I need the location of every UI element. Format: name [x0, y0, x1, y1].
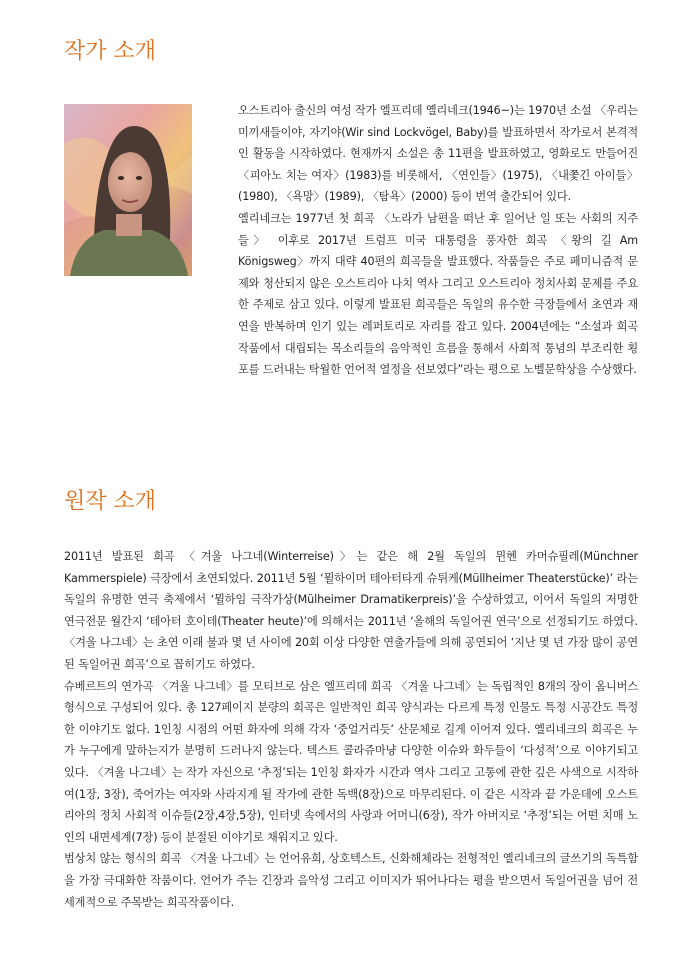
work-intro-paragraph: 범상치 않는 형식의 희곡 〈겨울 나그네〉는 언어유희, 상호텍스트, 신화해체라는 전형적인 옐리네크의 글쓰기의 독특함을 가장 극대화한 작품이다. 언어가 주는 긴장과 음악성 그리고 이미지가 뛰어나다는 평을 받으면서 독일어권을 넘어 전세계적으로 주목받는 희곡작품이다. [64, 852, 638, 909]
author-bio-paragraph: 옐리네크는 1977년 첫 희곡 〈노라가 남편을 떠난 후 일어난 일 또는 사회의 지주들〉 이후로 2017년 트럼프 미국 대통령을 풍자한 희곡 〈왕의 길 Am Königsweg〉까지 대략 40편의 희곡들을 발표했다. 작품들은 주로 페미니즘적 문제와 청산되지 않은 오스트리아 나치 역사 그리고 오스트리아 정치사회 문제를 주요한 주제로 삼고 있다. 이렇게 발표된 희곡들은 독일의 유수한 극장들에서 초연과 재연을 반복하며 인기 있는 레퍼토리로 자리를 잡고 있다. 2004년에는 “소설과 희곡 작품에서 대립되는 목소리들의 음악적인 흐름을 통해서 사회적 통념의 부조리한 횡포를 드러내는 탁월한 언어적 열정을 선보였다”라는 평으로 노벨문학상을 수상했다. [238, 211, 638, 377]
work-intro [64, 546, 638, 913]
work-intro-paragraph: 슈베르트의 연가곡 〈겨울 나그네〉를 모티브로 삼은 엘프리데 희곡 〈겨울 나그네〉는 독립적인 8개의 장이 옴니버스 형식으로 구성되어 있다. 총 127페이지 분량의 희곡은 일반적인 희곡 양식과는 다르게 특정 인물도 특정 시공간도 특정한 이야기도 없다. 1인칭 시점의 어떤 화자에 의해 각자 ‘중얼거리듯’ 산문체로 길게 이어져 있다. 옐리네크의 희곡은 누가 누구에게 말하는지가 분명히 드러나지 않는다. 텍스트 콜라쥬마냥 다양한 이슈와 화두들이 ‘다성적’으로 이야기되고 있다. 〈겨울 나그네〉는 작가 자신으로 ‘추정’되는 1인칭 화자가 시간과 역사 그리고 고통에 관한 깊은 사색으로 시작하여(1장, 3장), 죽어가는 여자와 사라지게 될 작가에 관한 독백(8장)으로 마무리된다. 이 같은 시작과 끝 가운데에 오스트리아의 정치 사회적 이슈들(2장,4장,5장), 인터넷 속에서의 사랑과 어머니(6장), 작가 아버지로 ‘추정’되는 어떤 치매 노인의 내면세계(7장) 등이 분절된 이야기로 채워지고 있다. [64, 679, 638, 844]
author-section-heading: 작가 소개 [64, 39, 157, 64]
author-bio-paragraph: 오스트리아 출신의 여성 작가 엘프리데 옐리네크(1946~)는 1970년 소설 〈우리는 미끼새들이야, 자기야(Wir sind Lockvögel, Baby)를 발표하면서 작가로서 본격적인 활동을 시작하였다. 현재까지 소설은 총 11편을 발표하였고, 영화로도 만들어진 〈피아노 치는 여자〉(1983)를 비롯해서, 〈연인들〉(1975), 〈내쫓긴 아이들〉(1980), 〈욕망〉(1989), 〈탐욕〉(2000) 등이 번역 출간되어 있다. [238, 104, 638, 204]
work-intro-paragraph: 2011년 발표된 희곡 〈겨울 나그네(Winterreise)〉는 같은 해 2월 독일의 뮌헨 카머슈필레(Münchner Kammerspiele) 극장에서 초연되었다. 2011년 5월 ‘뮐하이머 테아터타게 슈튀케(Müllheimer Theaterstücke)’ 라는 독일의 유명한 연극 축제에서 ‘뮐하임 극작가상(Mülheimer Dramatikerpreis)’을 수상하였고, 이어서 독일의 저명한 연극전문 월간지 ‘테아터 호이테(Theater heute)’에 의해서는 2011년 ‘올해의 독일어권 연극’으로 선정되기도 하였다. 〈겨울 나그네〉는 초연 이래 불과 몇 년 사이에 20회 이상 다양한 연출가들에 의해 공연되어 ‘지난 몇 년 가장 많이 공연된 독일어권 희곡’으로 꼽히기도 하였다. [64, 550, 638, 671]
author-photo [64, 104, 192, 276]
work-section-heading: 원작 소개 [64, 489, 157, 514]
author-bio [238, 100, 638, 381]
